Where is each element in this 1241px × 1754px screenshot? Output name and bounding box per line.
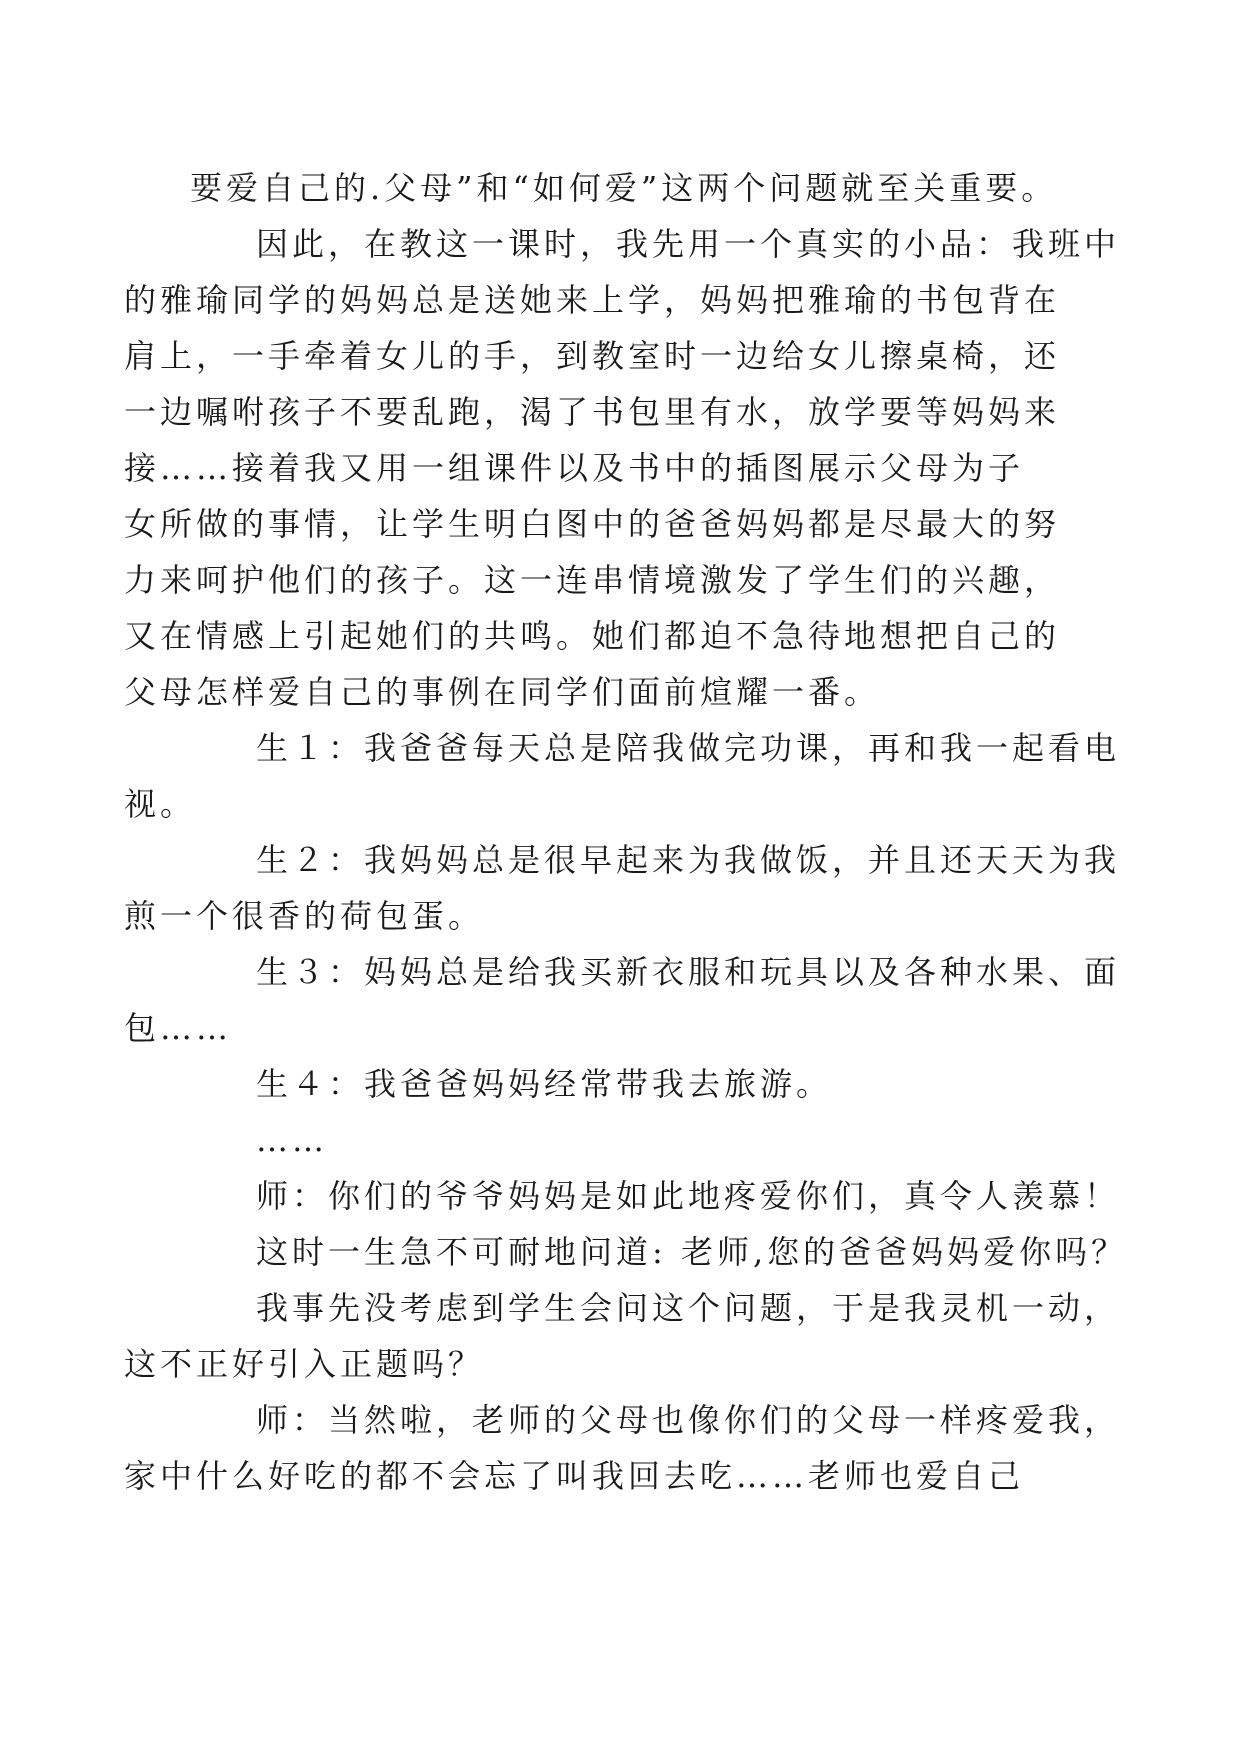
- paragraph: [190, 1224, 1128, 1280]
- text-line: 因此，在教这一课时，我先用一个真实的小品：我班中: [256, 225, 1121, 263]
- text-line: 父母怎样爱自己的事例在同学们面前煊耀一番。: [124, 673, 881, 711]
- paragraph: [190, 1112, 1070, 1168]
- text-line: 师：当然啦，老师的父母也像你们的父母一样疼爱我，: [256, 1401, 1121, 1439]
- paragraph: [124, 1280, 1121, 1392]
- text-line: 包……: [124, 1009, 233, 1047]
- text-line: 要爱自己的.父母”和“如何爱”这两个问题就至关重要。: [190, 169, 1058, 207]
- text-line: 一边嘱咐孩子不要乱跑，渴了书包里有水，放学要等妈妈来: [124, 393, 1061, 431]
- text-line: 家中什么好吃的都不会忘了叫我回去吃……老师也爱自己: [124, 1457, 1025, 1495]
- text-line: ……: [256, 1121, 328, 1159]
- text-line: 师：你们的爷爷妈妈是如此地疼爱你们，真令人羡慕！: [256, 1177, 1121, 1215]
- text-line: 生２：我妈妈总是很早起来为我做饭，并且还天天为我: [256, 841, 1121, 879]
- text-line: 这时一生急不可耐地问道: 老师,您的爸爸妈妈爱你吗？: [256, 1233, 1128, 1271]
- text-line: 的雅瑜同学的妈妈总是送她来上学，妈妈把雅瑜的书包背在: [124, 281, 1061, 319]
- text-line: 肩上，一手牵着女儿的手，到教室时一边给女儿擦桌椅，还: [124, 337, 1061, 375]
- text-line: 煎一个很香的荷包蛋。: [124, 897, 485, 935]
- text-line: 接……接着我又用一组课件以及书中的插图展示父母为子: [124, 449, 1025, 487]
- text-line: 女所做的事情，让学生明白图中的爸爸妈妈都是尽最大的努: [124, 505, 1061, 543]
- paragraph: [124, 944, 1121, 1056]
- paragraph: [190, 160, 1070, 216]
- text-line: 我事先没考虑到学生会问这个问题，于是我灵机一动，: [256, 1289, 1121, 1327]
- paragraph: [124, 720, 1121, 832]
- text-line: 生３：妈妈总是给我买新衣服和玩具以及各种水果、面: [256, 953, 1121, 991]
- text-line: 力来呵护他们的孩子。这一连串情境激发了学生们的兴趣，: [124, 561, 1061, 599]
- text-line: 生４：我爸爸妈妈经常带我去旅游。: [256, 1065, 833, 1103]
- text-line: 又在情感上引起她们的共鸣。她们都迫不急待地想把自己的: [124, 617, 1061, 655]
- text-line: 生１：我爸爸每天总是陪我做完功课，再和我一起看电: [256, 729, 1121, 767]
- text-line: 视。: [124, 785, 197, 823]
- paragraph: [124, 832, 1121, 944]
- paragraph: [190, 1168, 1121, 1224]
- paragraph: [190, 1056, 1070, 1112]
- paragraph: [124, 1392, 1121, 1504]
- paragraph: [124, 216, 1121, 720]
- text-line: 这不正好引入正题吗？: [124, 1345, 485, 1383]
- document-body: [124, 160, 1128, 1504]
